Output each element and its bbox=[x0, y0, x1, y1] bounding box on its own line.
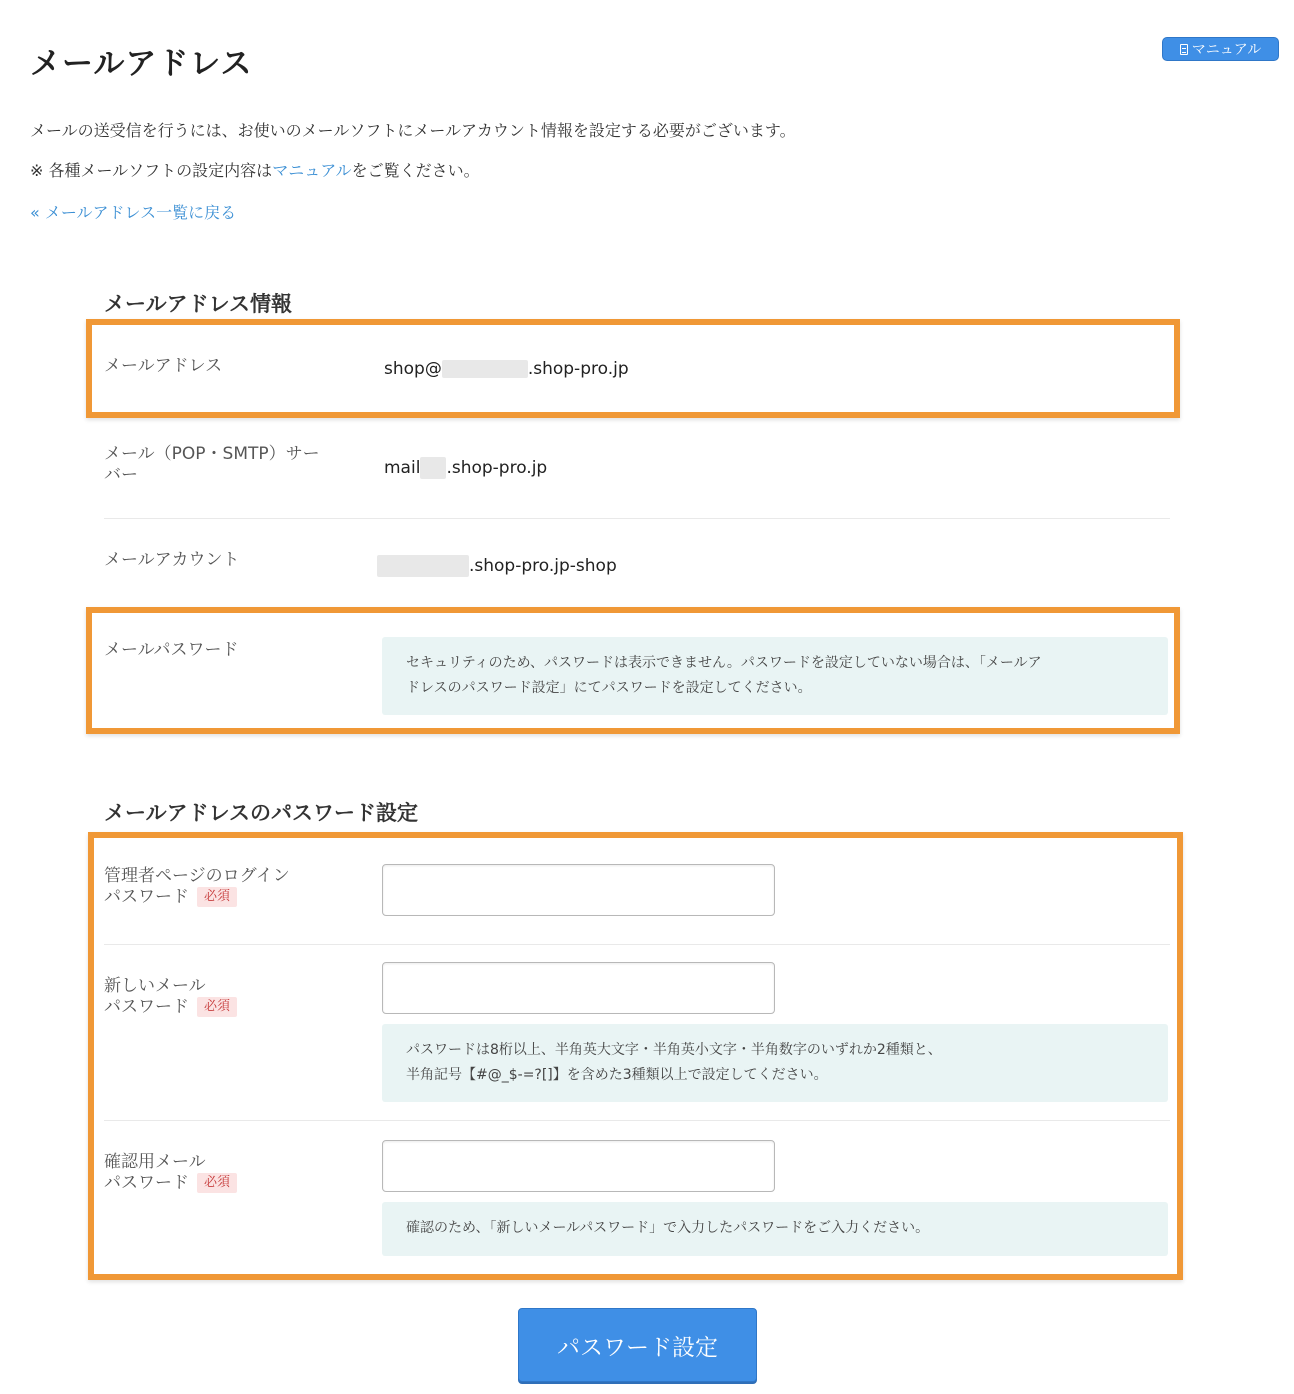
confirm-password-label: 確認用メール パスワード 必須 bbox=[104, 1152, 237, 1194]
password-rules-hint: パスワードは8桁以上、半角英大文字・半角英小文字・半角数字のいずれか2種類と、 半角記号【#@_$-=?[]】を含めた3種類以上で設定してください。 bbox=[382, 1024, 1168, 1102]
back-to-list-link[interactable]: « メールアドレス一覧に戻る bbox=[30, 203, 237, 222]
email-value: shop@ .shop-pro.jp bbox=[384, 359, 629, 379]
document-icon bbox=[1180, 44, 1188, 55]
manual-button[interactable] bbox=[1162, 37, 1279, 61]
masked-text bbox=[420, 457, 446, 479]
row-divider bbox=[104, 518, 1170, 519]
password-section-heading: メールアドレスのパスワード設定 bbox=[104, 801, 418, 825]
required-badge: 必須 bbox=[197, 1173, 237, 1193]
required-badge: 必須 bbox=[197, 997, 237, 1017]
confirm-password-hint: 確認のため、「新しいメールパスワード」で入力したパスワードをご入力ください。 bbox=[382, 1202, 1168, 1256]
masked-text bbox=[377, 555, 469, 577]
email-highlight-frame bbox=[86, 319, 1180, 418]
new-password-label: 新しいメール パスワード 必須 bbox=[104, 976, 237, 1018]
confirm-password-input[interactable] bbox=[382, 1140, 775, 1192]
description-line-2 bbox=[30, 158, 480, 181]
server-value: mail .shop-pro.jp bbox=[384, 458, 548, 478]
row-divider bbox=[104, 1120, 1170, 1121]
mail-password-label: メールパスワード bbox=[104, 640, 239, 660]
email-label: メールアドレス bbox=[104, 356, 223, 376]
account-value: .shop-pro.jp-shop bbox=[377, 555, 617, 577]
new-password-input[interactable] bbox=[382, 962, 775, 1014]
account-label: メールアカウント bbox=[104, 550, 240, 570]
admin-password-label: 管理者ページのログイン パスワード 必須 bbox=[104, 866, 290, 907]
description-line-1: メールの送受信を行うには、お使いのメールソフトにメールアカウント情報を設定する必要がございます。 bbox=[30, 121, 796, 140]
description-prefix: ※ 各種メールソフトの設定内容は bbox=[30, 161, 273, 180]
server-label: メール（POP・SMTP）サー バー bbox=[104, 444, 320, 485]
manual-button-label: マニュアル bbox=[1191, 42, 1262, 58]
info-section-heading: メールアドレス情報 bbox=[104, 292, 292, 316]
description-suffix: をご覧ください。 bbox=[351, 161, 480, 180]
admin-password-input[interactable] bbox=[382, 864, 775, 916]
set-password-button[interactable]: パスワード設定 bbox=[518, 1308, 757, 1382]
page-title: メールアドレス bbox=[30, 46, 253, 82]
manual-link[interactable]: マニュアル bbox=[272, 161, 352, 180]
row-divider bbox=[104, 944, 1170, 945]
required-badge: 必須 bbox=[197, 887, 237, 907]
password-notice: セキュリティのため、パスワードは表示できません。パスワードを設定していない場合は、「メールア ドレスのパスワード設定」にてパスワードを設定してください。 bbox=[382, 637, 1168, 715]
masked-text bbox=[442, 360, 528, 378]
